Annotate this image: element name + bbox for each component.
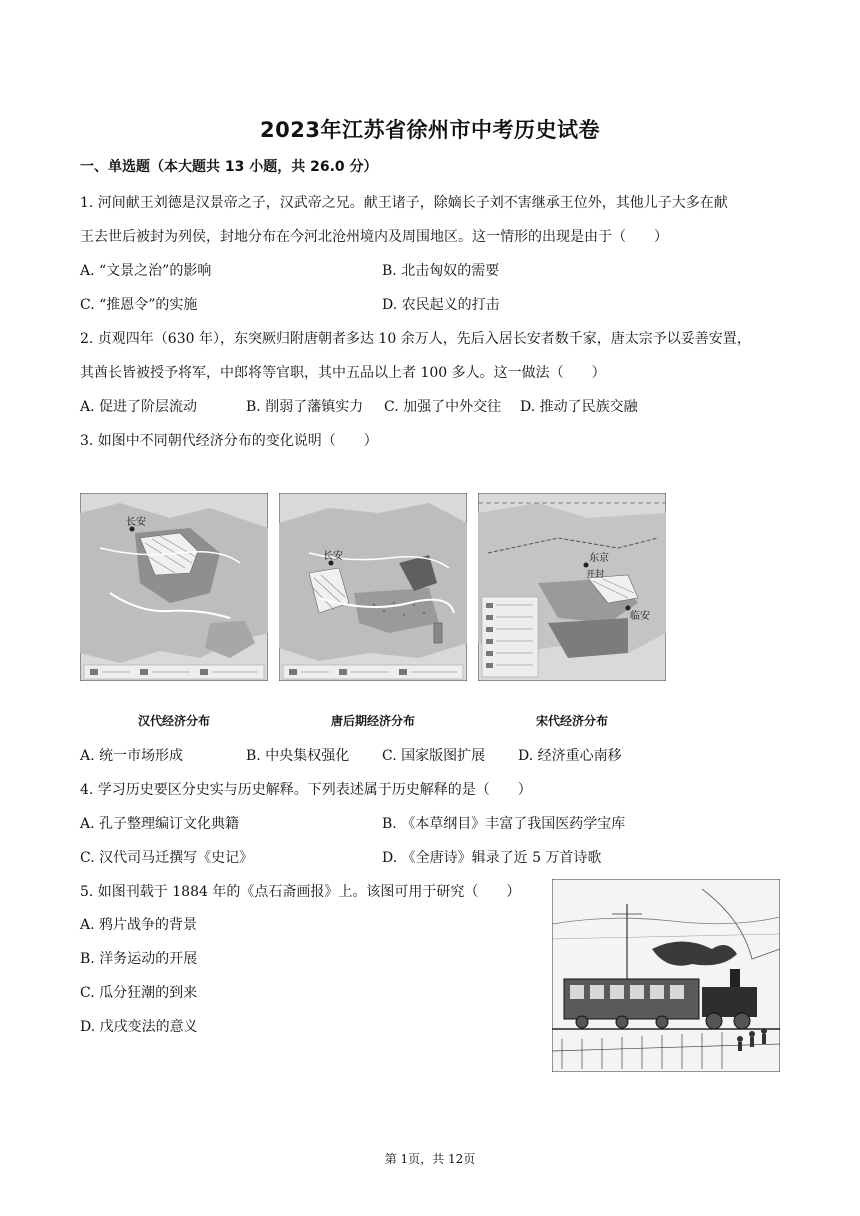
han-map-caption: 汉代经济分布 [137, 714, 210, 728]
question-2-line-2: 其酋长皆被授予将军，中郎将等官职，其中五品以上者 100 多人。这一做法（ ） [80, 365, 606, 381]
question-5-option-c[interactable]: C. 瓜分狂潮的到来 [80, 985, 198, 1001]
song-economy-map [478, 493, 666, 681]
section-heading: 一、单选题（本大题共 13 小题，共 26.0 分） [80, 159, 378, 175]
question-4-option-d[interactable]: D. 《全唐诗》辑录了近 5 万首诗歌 [382, 850, 602, 866]
song-map-city-label-3: 临安 [630, 611, 650, 622]
han-economy-map [80, 493, 268, 681]
railway-engraving-illustration [552, 879, 780, 1072]
question-2-option-c[interactable]: C. 加强了中外交往 [384, 399, 502, 415]
page-title: 2023年江苏省徐州市中考历史试卷 [260, 118, 600, 142]
question-1-option-a[interactable]: A. “文景之治”的影响 [80, 263, 212, 279]
question-1-option-c[interactable]: C. “推恩令”的实施 [80, 297, 198, 313]
late-tang-economy-map [279, 493, 467, 681]
page-footer: 第 1页，共 12页 [384, 1152, 476, 1166]
tang-map-city-label: 长安 [323, 551, 343, 562]
question-5-option-d[interactable]: D. 戊戌变法的意义 [80, 1019, 198, 1035]
question-5-option-a[interactable]: A. 鸦片战争的背景 [80, 917, 198, 933]
question-2-option-a[interactable]: A. 促进了阶层流动 [80, 399, 198, 415]
question-5-option-b[interactable]: B. 洋务运动的开展 [80, 951, 198, 967]
question-1-line-1: 1. 河间献王刘德是汉景帝之子，汉武帝之兄。献王诸子，除嫡长子刘不害继承王位外，其他儿子大多在献 [80, 195, 728, 211]
question-4-option-b[interactable]: B. 《本草纲目》丰富了我国医药学宝库 [382, 816, 626, 832]
question-2-line-1: 2. 贞观四年（630 年），东突厥归附唐朝者多达 10 余万人，先后入居长安者数千家，唐太宗予以妥善安置， [80, 331, 751, 347]
question-2-option-b[interactable]: B. 削弱了藩镇实力 [246, 399, 364, 415]
question-5-line-1: 5. 如图刊载于 1884 年的《点石斋画报》上。该图可用于研究（ ） [80, 884, 521, 900]
question-3-option-a[interactable]: A. 统一市场形成 [80, 748, 184, 764]
song-map-city-label-2: 开封 [586, 570, 605, 580]
question-2-option-d[interactable]: D. 推动了民族交融 [520, 399, 638, 415]
han-map-city-label: 长安 [126, 517, 146, 528]
tang-map-caption: 唐后期经济分布 [330, 714, 415, 728]
question-1-line-2: 王去世后被封为列侯，封地分布在今河北沧州境内及周围地区。这一情形的出现是由于（ ） [80, 229, 668, 245]
song-map-caption: 宋代经济分布 [535, 714, 608, 728]
question-3-option-d[interactable]: D. 经济重心南移 [518, 748, 622, 764]
question-4-option-a[interactable]: A. 孔子整理编订文化典籍 [80, 816, 240, 832]
question-4-option-c[interactable]: C. 汉代司马迁撰写《史记》 [80, 850, 254, 866]
question-3-option-c[interactable]: C. 国家版图扩展 [382, 748, 486, 764]
question-3-option-b[interactable]: B. 中央集权强化 [246, 748, 350, 764]
question-1-option-d[interactable]: D. 农民起义的打击 [382, 297, 500, 313]
question-4-line-1: 4. 学习历史要区分史实与历史解释。下列表述属于历史解释的是（ ） [80, 782, 532, 798]
question-3-line-1: 3. 如图中不同朝代经济分布的变化说明（ ） [80, 433, 378, 449]
question-1-option-b[interactable]: B. 北击匈奴的需要 [382, 263, 500, 279]
song-map-city-label: 东京 [589, 553, 609, 564]
